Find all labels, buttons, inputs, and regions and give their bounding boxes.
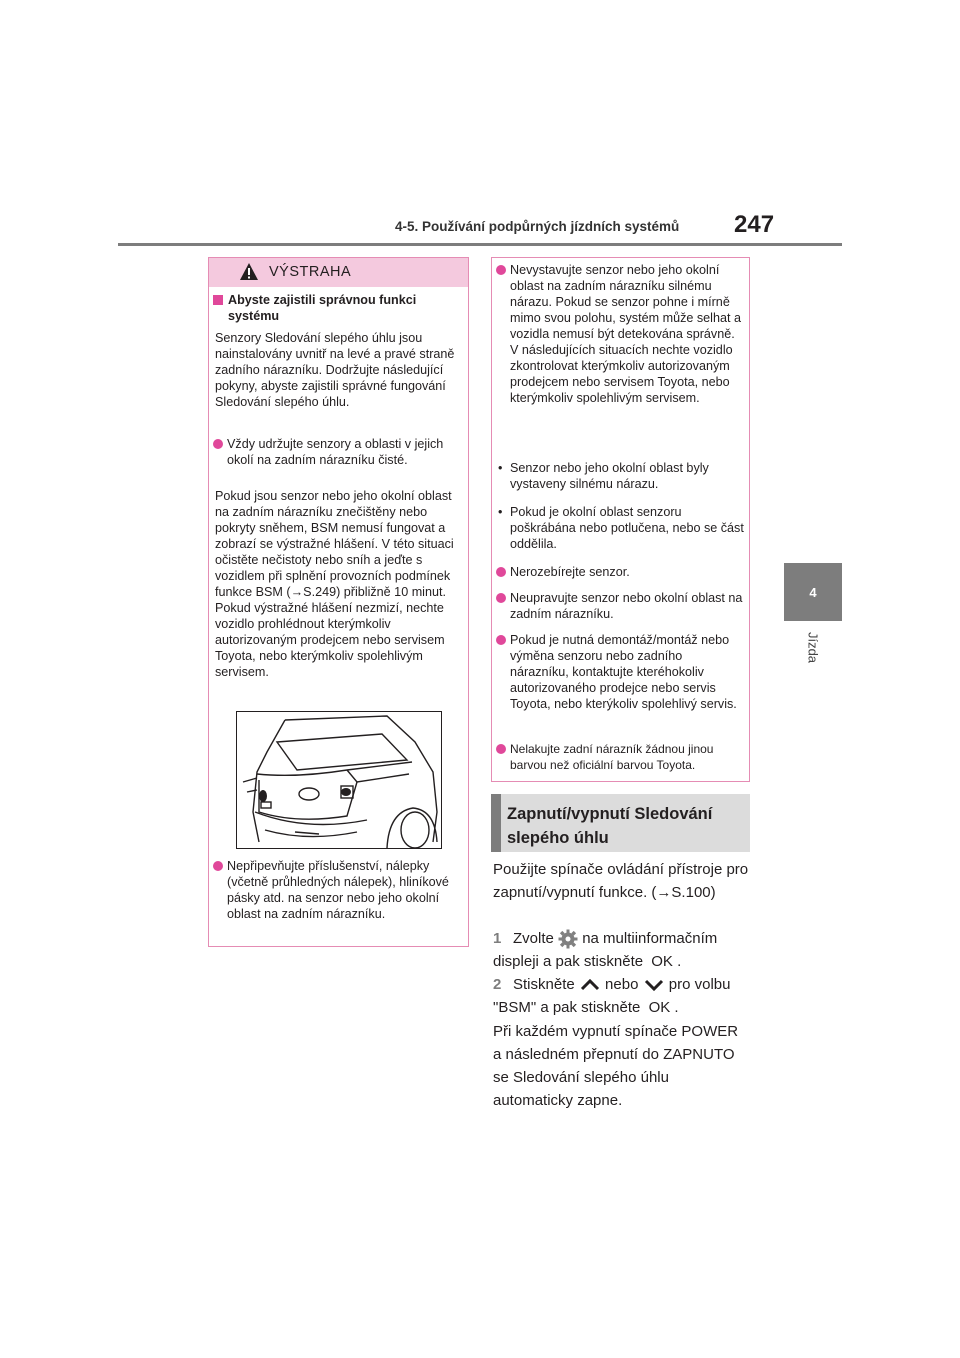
- chapter-tab[interactable]: [784, 563, 842, 621]
- bullet-dot-icon: [496, 635, 506, 645]
- right-sub-bullet-1: • Senzor nebo jeho okolní oblast byly vystaveny silnému nárazu.: [498, 461, 709, 491]
- step-number: 1: [493, 930, 502, 947]
- chevron-down-icon: [643, 978, 665, 992]
- ok-button-label: OK: [648, 999, 671, 1016]
- step-2: 2 Stiskněte nebo pro volbu "BSM" a pak stiskněte OK .: [493, 973, 755, 1019]
- bullet-dot-icon: [496, 265, 506, 275]
- bullet-dot-icon: [496, 567, 506, 577]
- bullet-dot-icon: [213, 439, 223, 449]
- warning-title: VÝSTRAHA: [269, 264, 352, 280]
- page-number: 247: [734, 211, 775, 238]
- section-intro: Použijte spínače ovládání přístroje pro zapnutí/vypnutí funkce. (→S.100): [493, 861, 749, 901]
- right-bullet-2: Nerozebírejte senzor.: [496, 564, 744, 580]
- section-heading-title: Zapnutí/vypnutí Sledování slepého úhlu: [507, 805, 713, 847]
- warning-paragraph-2: Pokud jsou senzor nebo jeho okolní oblast na zadním nárazníku znečištěny nebo pokryty sněhem, BSM nemusí fungovat a zobrazí se výstražné hlášení. V této situaci očistěte nečistoty nebo sníh a jeďte s vozidlem při splnění provozních podmínek funkce BSM (→S.249) přibližně 10 minut. Pokud výstražné hlášení nezmizí, nechte vozidlo prohlédnout kterýmkoliv autorizovaným prodejcem nebo servisem Toyota, nebo kterýmkoliv spolehlivým servisem.: [215, 489, 454, 679]
- ok-button-label: OK: [651, 953, 673, 970]
- square-bullet-icon: [213, 295, 223, 305]
- section-header-title: 4-5. Používání podpůrných jízdních systémů: [395, 219, 680, 234]
- chevron-up-icon: [579, 978, 601, 992]
- bullet-dot-icon: [496, 593, 506, 603]
- warning-bullet-1: Vždy udržujte senzory a oblasti v jejich okolí na zadním nárazníku čisté.: [213, 436, 463, 468]
- warning-bullet-2: Nepřipevňujte příslušenství, nálepky (včetně průhledných nálepek), hliníkové pásky atd. na senzor nebo jeho okolní oblast na zadním nárazníku.: [213, 858, 465, 922]
- right-bullet-1: Nevystavujte senzor nebo jeho okolní oblast na zadním nárazníku silnému nárazu. Pokud se senzor pohne i mírně mimo svou polohu, systém může selhat a vozidla nemusí být detekována správně. V následujících situacích nechte vozidlo zkontrolovat kterýmkoliv autorizovaným prodejcem nebo servisem Toyota, nebo kterýmkoliv spolehlivým servisem.: [496, 262, 744, 406]
- step-1: 1 Zvolte na multiinformačním displeji a pak stiskněte OK .: [493, 927, 755, 973]
- car-rear-icon: [237, 712, 441, 848]
- bullet-dot-icon: [496, 744, 506, 754]
- right-sub-bullet-2: • Pokud je okolní oblast senzoru poškrábána nebo potlučena, nebo se část oddělila.: [498, 505, 744, 551]
- section-outro: Při každém vypnutí spínače POWER a následném přepnutí do ZAPNUTO se Sledování slepého úhlu automaticky zapne.: [493, 1023, 739, 1109]
- warning-triangle-icon: [239, 262, 259, 282]
- rear-bumper-illustration: [236, 711, 442, 849]
- section-heading-bar: [491, 794, 501, 852]
- right-bullet-4: Pokud je nutná demontáž/montáž nebo výměna senzoru nebo zadního nárazníku, kontaktujte kteréhokoliv autorizovaného prodejce nebo servis Toyota, nebo kterýkoliv spolehlivý servis.: [496, 632, 744, 712]
- header-divider: [118, 243, 842, 246]
- chapter-label: Jízda: [805, 631, 821, 664]
- chapter-number: 4: [809, 584, 817, 600]
- bullet-dot-icon: [213, 861, 223, 871]
- right-bullet-3: Neupravujte senzor nebo okolní oblast na zadním nárazníku.: [496, 590, 744, 622]
- section-heading: [491, 794, 750, 852]
- step-number: 2: [493, 976, 502, 993]
- right-bullet-5: Nelakujte zadní nárazník žádnou jinou barvou než oficiální barvou Toyota.: [496, 741, 744, 773]
- warning-intro: Senzory Sledování slepého úhlu jsou nainstalovány uvnitř na levé a pravé straně zadního nárazníku. Dodržujte následující pokyny, abyste zajistili správné fungování Sledování slepého úhlu.: [215, 331, 455, 409]
- warning-heading: Abyste zajistili správnou funkci systému: [213, 292, 463, 324]
- gear-icon: [558, 929, 578, 949]
- warning-header: [209, 258, 468, 287]
